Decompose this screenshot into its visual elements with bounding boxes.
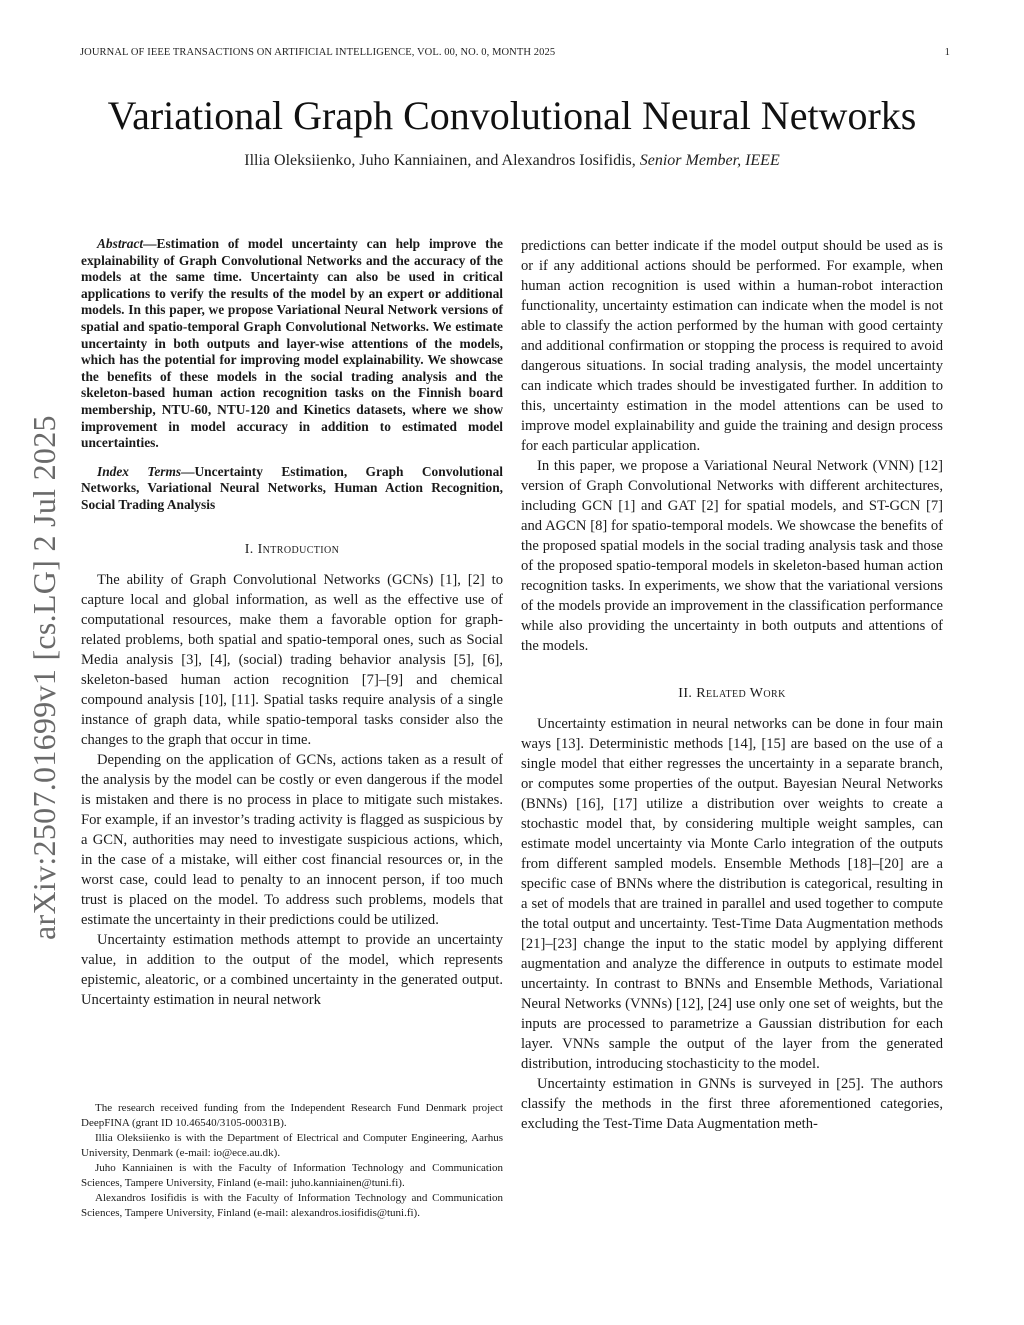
intro-paragraph-3: Uncertainty estimation methods attempt to provide an uncertainty value, in addition to the output of the model, which represents epistemic, aleatoric, or a combined uncertainty in the generated output. Uncertainty estimation in neural network bbox=[81, 931, 503, 1008]
related-paragraph-2: Uncertainty estimation in GNNs is surveyed in [25]. The authors classify the methods in the first three aforementioned categories, excluding the Test-Time Data Augmentation meth- bbox=[521, 1076, 943, 1132]
intro-continued-paragraph-1: predictions can better indicate if the model output should be used as is or if any additional actions should be performed. For example, when human action recognition is used within a human-robot interaction functionality, uncertainty estimation can indicate when the model is not able to classify the action performed by the human with good certainty and additional confirmation or stopping the process is required to avoid dangerous situations. In social trading analysis, the model uncertainty can indicate which trades should be investigated further. In addition to this, uncertainty estimation in the model attentions can be used to improve model explainability and guide the training and design process for each particular application. bbox=[521, 238, 943, 454]
section-numeral: I. bbox=[244, 541, 258, 557]
abstract-lead: Abstract bbox=[97, 236, 144, 251]
page-number: 1 bbox=[944, 47, 950, 58]
running-head bbox=[80, 47, 950, 58]
journal-running-title: JOURNAL OF IEEE TRANSACTIONS ON ARTIFICIAL INTELLIGENCE, VOL. 00, NO. 0, MONTH 2025 bbox=[80, 47, 556, 58]
section-heading-related-work bbox=[521, 684, 943, 704]
arxiv-identifier-stamp: arXiv:2507.01699v1 [cs.LG] 2 Jul 2025 bbox=[26, 415, 62, 940]
section-numeral: II. bbox=[678, 686, 697, 701]
section-title: Introduction bbox=[257, 541, 340, 557]
index-terms-text: —Uncertainty Estimation, Graph Convolutional Networks, Variational Neural Networks, Human Action Recognition, Social Trading Analysis bbox=[81, 463, 503, 512]
intro-paragraph-2: Depending on the application of GCNs, actions taken as a result of the analysis by the model can be costly or even dangerous if the model is mistaken and there is no process in place to mitigate such mistakes. For example, if an investor’s trading activity is flagged as suspicious by a GCN, authorities may need to investigate suspicious actions, which, in the case of a mistake, will either cost financial resources or, in the worst case, could lead to penalty to an innocent person, if too much trust is placed on the model. To address such problems, models that estimate the uncertainty in their predictions could be utilized. bbox=[81, 751, 503, 928]
abstract bbox=[81, 236, 503, 452]
left-column bbox=[81, 236, 503, 1010]
abstract-text: —Estimation of model uncertainty can help improve the explainability of Graph Convolutional Networks and the accuracy of the models at the same time. Uncertainty can also be used in critical applications to verify the results of the model by an expert or additional models. In this paper, we propose Variational Neural Network versions of spatial and spatio-temporal Graph Convolutional Networks. We estimate uncertainty in both outputs and layer-wise attentions of the models, which has the potential for improving model explainability. We showcase the benefits of these models in the social trading analysis and the skeleton-based human action recognition tasks on the Finnish board membership, NTU-60, NTU-120 and Kinetics datasets, where we show improvement in model accuracy in addition to estimated model uncertainties. bbox=[81, 236, 503, 451]
author-names: Illia Oleksiienko, Juho Kanniainen, and Alexandros Iosifidis, bbox=[244, 152, 636, 169]
section-title: Related Work bbox=[696, 686, 786, 701]
intro-paragraph-1: The ability of Graph Convolutional Networks (GCNs) [1], [2] to capture local and global information, as well as the effective use of computational resources, make them a favorable option for graph-related problems, both spatial and spatio-temporal ones, such as Social Media analysis [3], [4], (social) trading behavior analysis [5], [6], skeleton-based human action recognition [7]–[9] and chemical compound analysis [10], [11]. Spatial tasks require analysis of a single instance of graph data, while spatio-temporal tasks consider also the changes to the graph that occur in time. bbox=[81, 571, 503, 748]
index-terms-lead: Index Terms bbox=[97, 463, 182, 479]
intro-continued-paragraph-2: In this paper, we propose a Variational Neural Network (VNN) [12] version of Graph Convolutional Networks with different architectures, including GCN [1] and GAT [2] for spatial models, and ST-GCN [7] and AGCN [8] for spatio-temporal models. We showcase the benefits of the proposed spatial models in the social trading analysis task and those of the proposed spatio-temporal models in skeleton-based human action recognition tasks. In experiments, we show that the variational versions of the models provide an improvement in the classification performance while also providing the uncertainty in both outputs and attentions of the models. bbox=[521, 458, 943, 654]
right-column bbox=[521, 236, 943, 1134]
author-membership: Senior Member, IEEE bbox=[639, 152, 780, 169]
footnote-funding: The research received funding from the Independent Research Fund Denmark project DeepFINA (grant ID 10.46540/3105-00031B). bbox=[81, 1102, 503, 1129]
footnotes bbox=[81, 1101, 503, 1221]
section-heading-introduction bbox=[81, 540, 503, 560]
footnote-author-2: Juho Kanniainen is with the Faculty of Information Technology and Communication Sciences, Tampere University, Finland (e-mail: juho.kanniainen@tuni.fi). bbox=[81, 1162, 503, 1189]
author-line bbox=[0, 152, 1024, 170]
footnote-author-3: Alexandros Iosifidis is with the Faculty of Information Technology and Communication Sciences, Tampere University, Finland (e-mail: alexandros.iosifidis@tuni.fi). bbox=[81, 1192, 503, 1219]
related-paragraph-1: Uncertainty estimation in neural networks can be done in four main ways [13]. Deterministic methods [14], [15] are based on the use of a single model that either regresses the uncertainty in a separate branch, or computes some properties of the output. Bayesian Neural Networks (BNNs) [16], [17] utilize a distribution over weights to create a stochastic model that, by considering multiple weight samples, can estimate model uncertainty via Monte Carlo integration of the outputs from different sampled models. Ensemble Methods [18]–[20] are a specific case of BNNs where the distribution is categorical, resulting in a set of models that are trained in parallel and used together to compute the total output and uncertainty. Test-Time Data Augmentation methods [21]–[23] change the input to the static model by applying different augmentation and analyze the difference in outputs to estimate model uncertainty. In contrast to BNNs and Ensemble Methods, Variational Neural Networks (VNNs) [12], [24] use only one set of weights, but the inputs are processed to parametrize a Gaussian distribution for each layer. VNNs sample the output of the layer from the generated distribution, introducing stochasticity to the model. bbox=[521, 716, 943, 1072]
footnote-author-1: Illia Oleksiienko is with the Department of Electrical and Computer Engineering, Aarhus University, Denmark (e-mail: io@ece.au.dk). bbox=[81, 1132, 503, 1159]
paper-title: Variational Graph Convolutional Neural Networks bbox=[107, 93, 917, 138]
index-terms bbox=[81, 464, 503, 514]
